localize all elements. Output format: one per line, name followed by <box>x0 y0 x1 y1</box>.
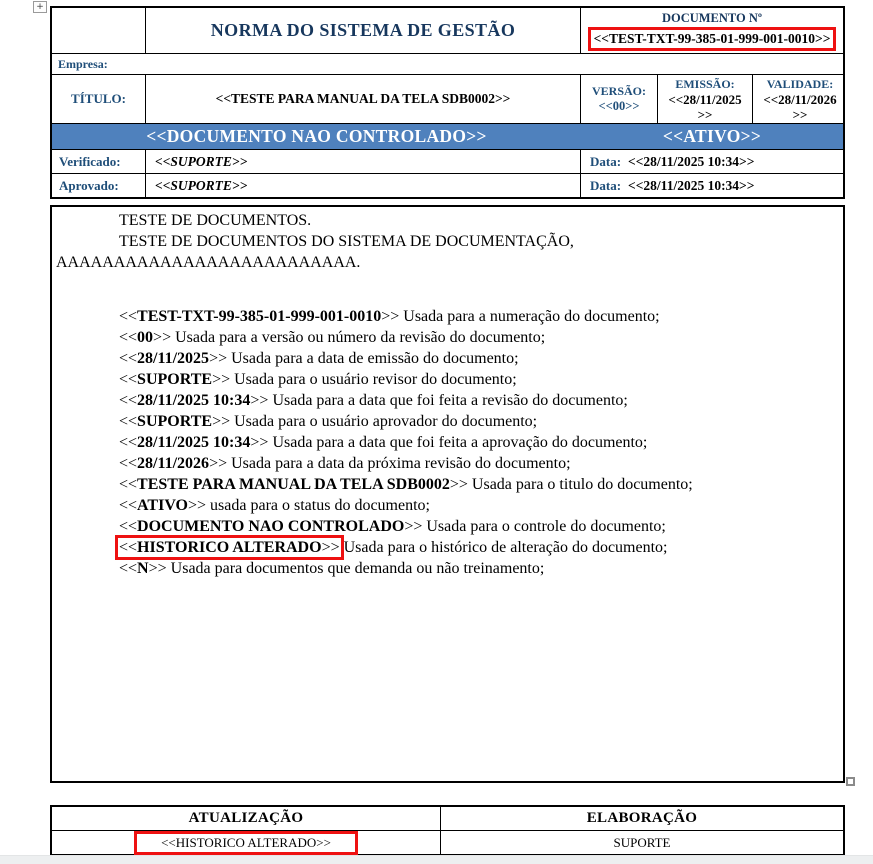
field-name: 28/11/2025 10:34 <box>137 434 251 451</box>
field-desc: Usada para a data da próxima revisão do documento; <box>227 455 571 472</box>
field-name: HISTORICO ALTERADO <box>137 539 322 556</box>
aprovado-label: Aprovado: <box>59 177 119 193</box>
field-name: N <box>137 560 149 577</box>
footer-header-row <box>52 807 843 830</box>
uncontrolled-banner-text: <<DOCUMENTO NAO CONTROLADO>> <box>146 126 487 146</box>
doc-number-value: <<TEST-TXT-99-385-01-999-001-0010>> <box>591 30 834 48</box>
field-name: ATIVO <box>137 497 188 514</box>
verificado-label-cell <box>52 150 145 173</box>
management-header-table <box>50 6 845 199</box>
field-desc: Usada para o controle do documento; <box>422 518 666 535</box>
field-name: SUPORTE <box>137 413 213 430</box>
elaboracao-header-cell <box>440 807 843 830</box>
bracket-open: << <box>119 539 138 556</box>
bracket-close: >> <box>321 539 340 556</box>
field-usage-item <box>56 432 839 453</box>
field-usage-item <box>56 327 839 348</box>
titulo-value-cell <box>145 75 580 123</box>
bottom-scroll-strip[interactable] <box>0 855 873 864</box>
verificado-label: Verificado: <box>59 153 121 169</box>
field-desc: Usada para o usuário revisor do documento; <box>230 371 517 388</box>
atualizacao-value: <<HISTORICO ALTERADO>> <box>161 834 331 850</box>
verificado-value-cell <box>145 150 580 173</box>
bracket-close: >> <box>212 413 231 430</box>
bracket-open: << <box>119 371 138 388</box>
paragraph-line: TESTE DE DOCUMENTOS DO SISTEMA DE DOCUMENTAÇÃO, <box>119 233 574 250</box>
paragraph-line: TESTE DE DOCUMENTOS. <box>119 212 312 229</box>
field-usage-item <box>56 474 839 495</box>
logo-cell <box>52 8 145 53</box>
aprovado-value: <<SUPORTE>> <box>155 177 248 193</box>
bracket-open: << <box>119 329 138 346</box>
elaboracao-value: SUPORTE <box>613 834 671 850</box>
field-desc: Usada para o titulo do documento; <box>467 476 693 493</box>
aprovado-row <box>52 173 843 197</box>
bracket-open: << <box>119 560 138 577</box>
field-usage-list <box>56 306 839 579</box>
bracket-open: << <box>119 413 138 430</box>
field-desc: Usada para o histórico de alteração do documento; <box>339 539 668 556</box>
bracket-open: << <box>119 476 138 493</box>
aprovado-value-cell <box>145 174 580 197</box>
atualizacao-header-cell <box>52 807 440 830</box>
field-usage-item <box>56 495 839 516</box>
emissao-value: <<28/11/2025>> <box>668 91 742 122</box>
bracket-close: >> <box>209 455 228 472</box>
header-row-titulo <box>52 74 843 123</box>
field-desc: usada para o status do documento; <box>206 497 430 514</box>
field-name: 28/11/2025 10:34 <box>137 392 251 409</box>
verificado-value: <<SUPORTE>> <box>155 153 248 169</box>
bracket-open: << <box>119 518 138 535</box>
bracket-close: >> <box>209 350 228 367</box>
verificado-data-label: Data: <box>590 153 622 169</box>
verificado-row <box>52 149 843 173</box>
titulo-label: TÍTULO: <box>71 91 126 106</box>
header-row-empresa <box>52 53 843 74</box>
titulo-value: <<TESTE PARA MANUAL DA TELA SDB0002>> <box>215 91 511 106</box>
doc-number-cell <box>580 8 843 53</box>
field-usage-item <box>56 537 839 558</box>
bracket-open: << <box>119 497 138 514</box>
emissao-label: EMISSÃO: <box>675 76 735 91</box>
field-usage-item <box>56 306 839 327</box>
bracket-close: >> <box>404 518 423 535</box>
bracket-open: << <box>119 350 138 367</box>
field-name: 00 <box>137 329 154 346</box>
field-usage-item <box>56 453 839 474</box>
field-usage-item <box>56 411 839 432</box>
page-title-cell <box>145 8 580 53</box>
field-name: DOCUMENTO NAO CONTROLADO <box>137 518 405 535</box>
validade-label: VALIDADE: <box>766 76 834 91</box>
status-banner <box>52 123 843 149</box>
field-desc: Usada para a numeração do documento; <box>399 308 660 325</box>
verificado-data-cell <box>580 150 843 173</box>
field-desc: Usada para a versão ou número da revisão do documento; <box>171 329 546 346</box>
field-usage-item <box>56 558 839 579</box>
table-resize-handle[interactable] <box>846 777 855 786</box>
versao-cell <box>580 75 657 123</box>
doc-number-highlight-box <box>591 30 834 48</box>
atualizacao-highlight-box <box>137 834 355 852</box>
field-name: TEST-TXT-99-385-01-999-001-0010 <box>137 308 382 325</box>
aprovado-data-value: <<28/11/2025 10:34>> <box>628 177 755 193</box>
titulo-label-cell <box>52 75 145 123</box>
bracket-close: >> <box>153 329 172 346</box>
bracket-open: << <box>119 455 138 472</box>
header-row-title <box>52 8 843 53</box>
bracket-close: >> <box>212 371 231 388</box>
footer-table <box>50 805 845 856</box>
aprovado-data-label: Data: <box>590 177 622 193</box>
field-name: TESTE PARA MANUAL DA TELA SDB0002 <box>137 476 450 493</box>
field-desc: Usada para a data que foi feita a aprovação do documento; <box>268 434 648 451</box>
field-desc: Usada para a data de emissão do documento; <box>227 350 519 367</box>
aprovado-data-cell <box>580 174 843 197</box>
footer-value-row <box>52 830 843 854</box>
bracket-open: << <box>119 392 138 409</box>
field-usage-item <box>56 348 839 369</box>
elaboracao-header: ELABORAÇÃO <box>586 810 698 826</box>
doc-number-label: DOCUMENTO Nº <box>661 11 763 25</box>
document-body-box <box>50 205 845 783</box>
field-name: 28/11/2026 <box>137 455 210 472</box>
table-move-handle-icon[interactable]: + <box>33 1 47 13</box>
bracket-close: >> <box>250 392 269 409</box>
validade-value: <<28/11/2026>> <box>763 91 837 122</box>
empresa-label: Empresa: <box>58 56 108 71</box>
bracket-close: >> <box>381 308 400 325</box>
field-desc: Usada para a data que foi feita a revisão do documento; <box>268 392 628 409</box>
paragraph-line: AAAAAAAAAAAAAAAAAAAAAAAAAA. <box>56 254 361 271</box>
bracket-open: << <box>119 308 138 325</box>
bracket-close: >> <box>148 560 167 577</box>
status-banner-cell <box>580 124 843 149</box>
validade-cell <box>752 75 847 123</box>
field-name: 28/11/2025 <box>137 350 210 367</box>
versao-value: <<00>> <box>598 99 640 113</box>
field-name: SUPORTE <box>137 371 213 388</box>
field-desc: Usada para documentos que demanda ou não treinamento; <box>166 560 545 577</box>
status-banner-text: <<ATIVO>> <box>662 126 762 146</box>
verificado-data-value: <<28/11/2025 10:34>> <box>628 153 755 169</box>
bracket-close: >> <box>188 497 207 514</box>
bracket-open: << <box>119 434 138 451</box>
field-desc: Usada para o usuário aprovador do documento; <box>230 413 538 430</box>
page-title: NORMA DO SISTEMA DE GESTÃO <box>210 20 516 40</box>
versao-label: VERSÃO: <box>591 84 646 98</box>
atualizacao-header: ATUALIZAÇÃO <box>188 810 304 826</box>
field-usage-item <box>56 516 839 537</box>
aprovado-label-cell <box>52 174 145 197</box>
elaboracao-value-cell <box>440 831 843 854</box>
uncontrolled-banner-cell <box>52 124 580 149</box>
atualizacao-value-cell <box>52 831 440 854</box>
bracket-close: >> <box>250 434 269 451</box>
field-usage-item <box>56 390 839 411</box>
historico-highlight-box <box>119 539 340 556</box>
empresa-cell <box>52 54 843 74</box>
field-usage-item <box>56 369 839 390</box>
bracket-close: >> <box>449 476 468 493</box>
emissao-cell <box>657 75 752 123</box>
